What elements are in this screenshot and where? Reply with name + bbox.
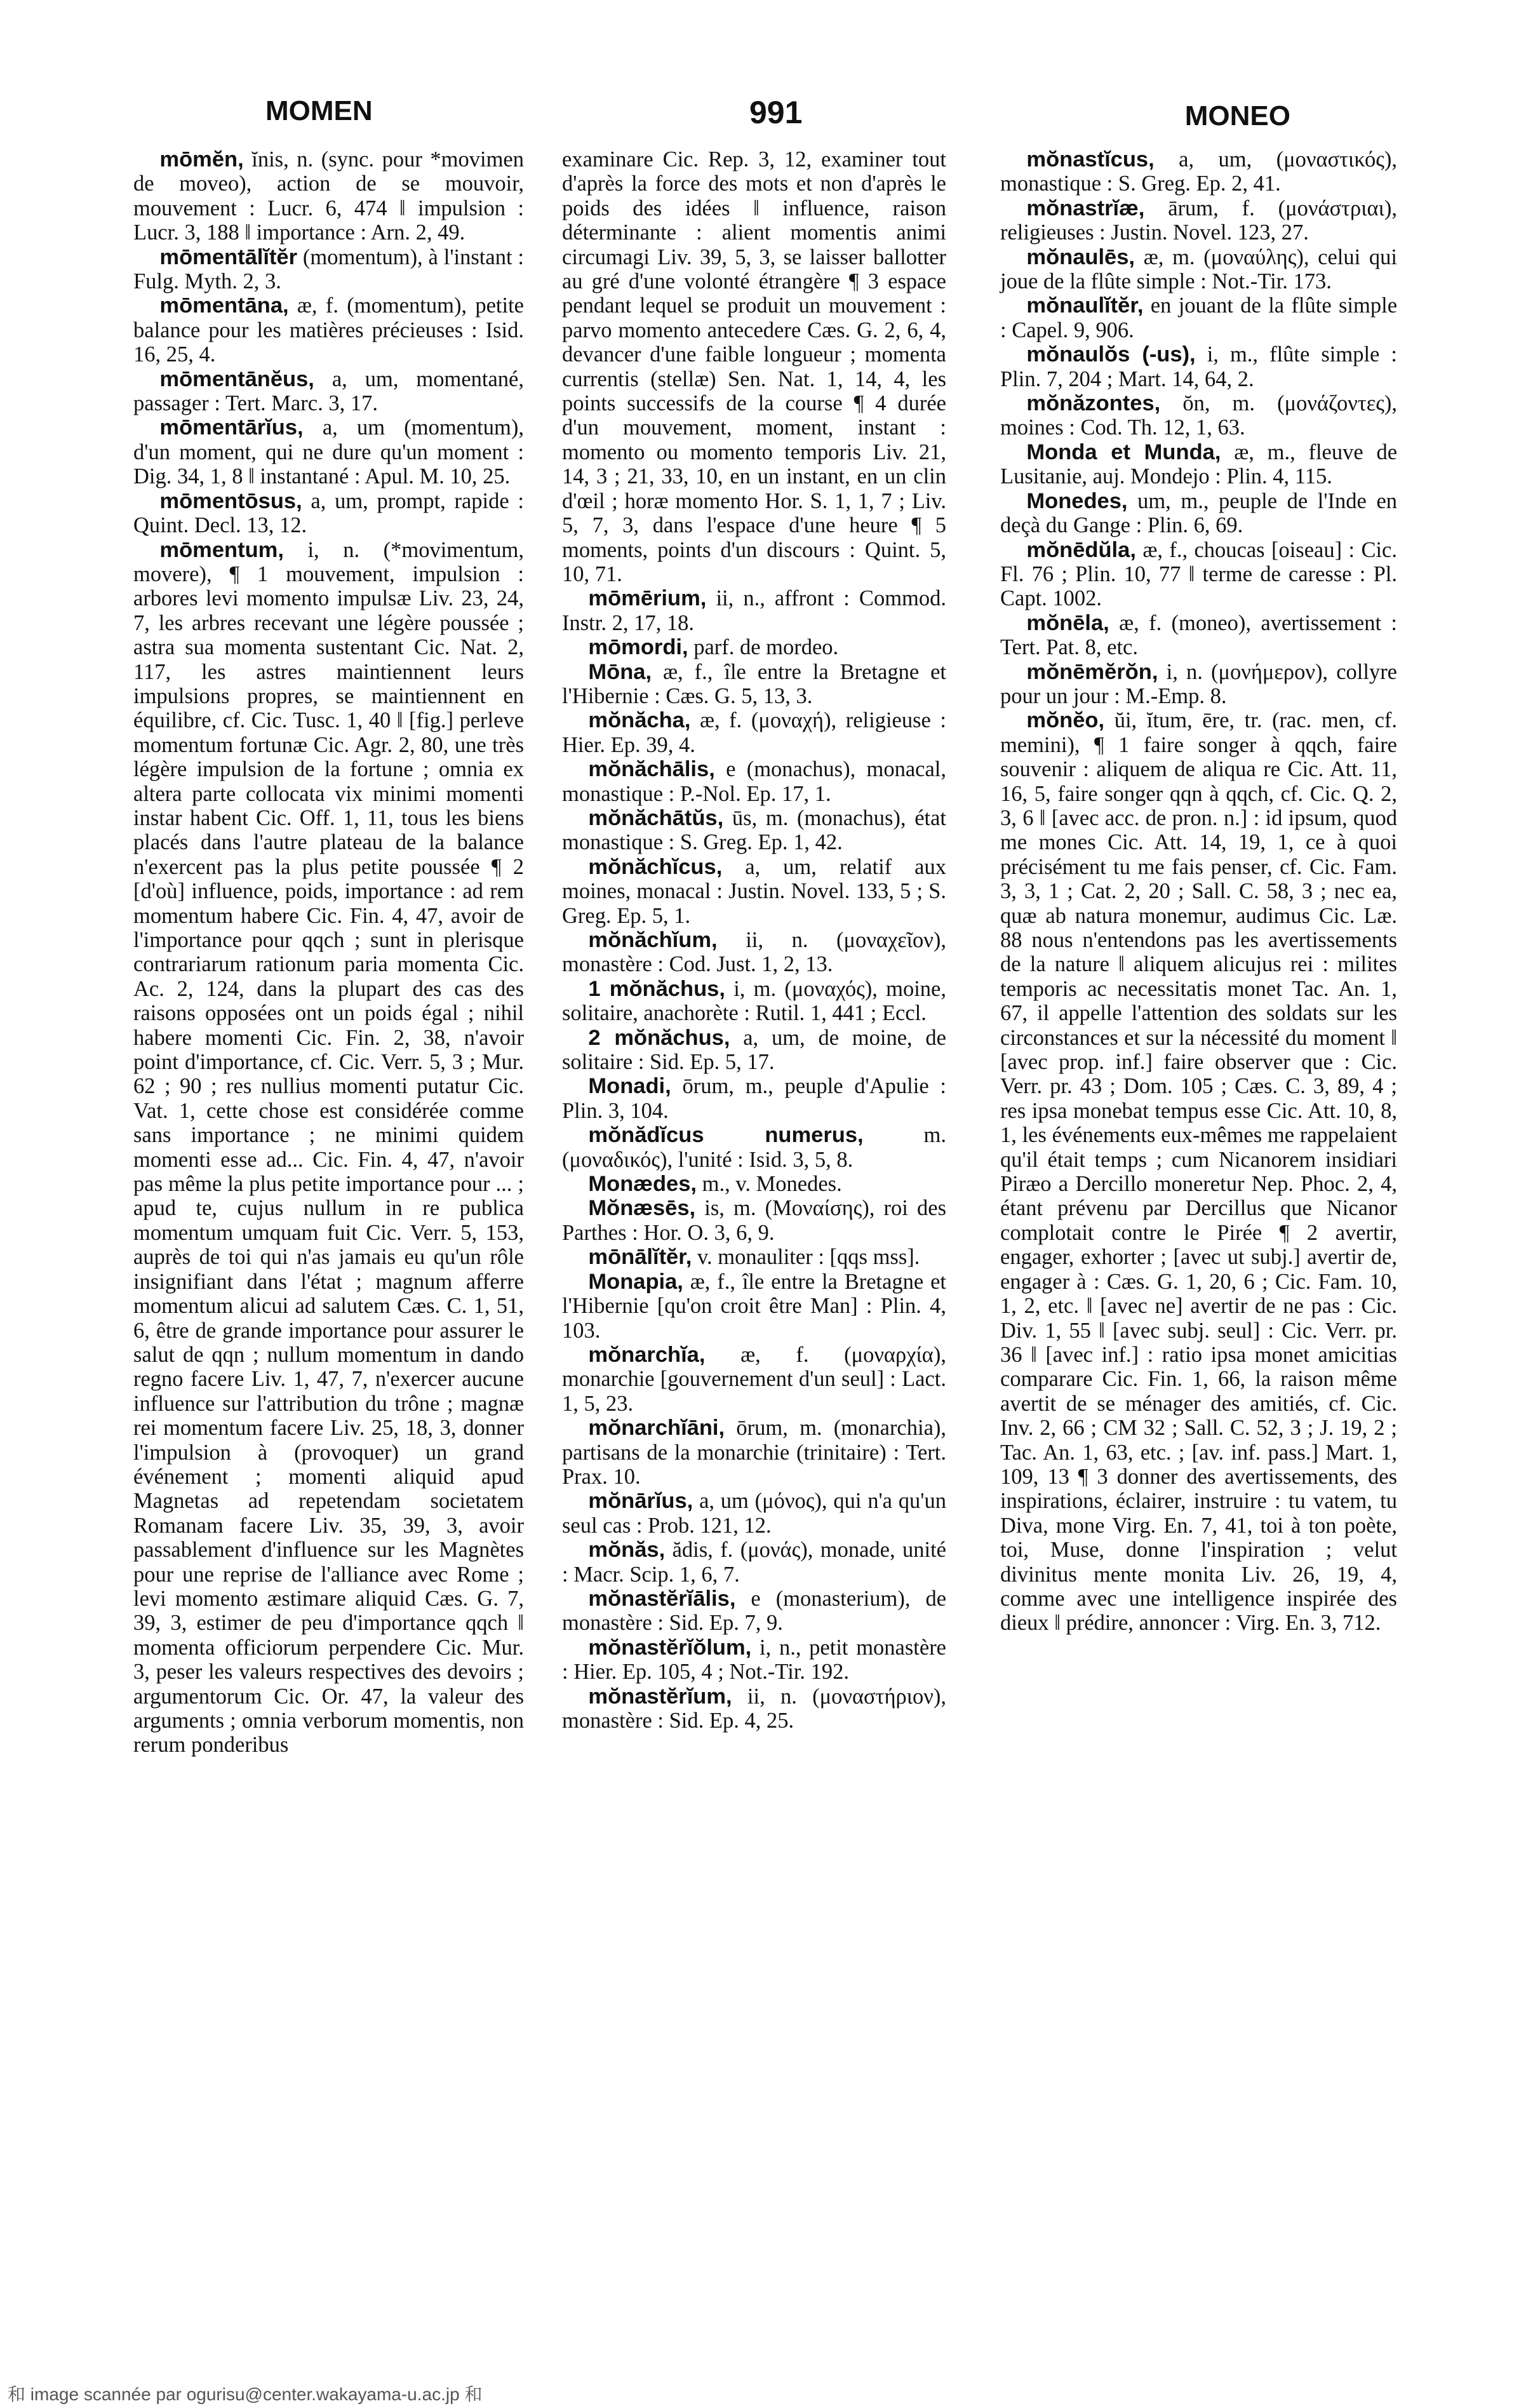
scan-credit: 和 image scannée par ogurisu@center.wakayama-u.ac.jp 和 [8,2384,483,2404]
entry-definition: ĭnis, n. (sync. pour *movimen de moveo), action de se mouvoir, mouvement : Lucr. 6, 474 ‖ impulsion : Lucr. 3, 188 ‖ importance : Arn. 2, 49. [133,147,524,245]
entry-headword: Mōna, [588,659,652,684]
dictionary-entry [562,708,946,757]
dictionary-entry [1000,293,1397,342]
dictionary-entry [133,367,524,416]
entry-definition: i, n., petit monastère : Hier. Ep. 105, 4 ; Not.-Tir. 192. [562,1635,946,1684]
dictionary-entry [562,1636,946,1684]
dictionary-entry [562,1196,946,1245]
dictionary-entry [1000,538,1397,611]
dictionary-entry [133,489,524,538]
entry-headword: mŏnăs, [588,1538,666,1563]
entry-headword: mŏnēdŭla, [1026,537,1136,562]
dictionary-entry [1000,196,1397,245]
entry-definition: æ, f. (momentum), petite balance pour les matières précieuses : Isid. 16, 25, 4. [133,293,524,367]
dictionary-entry [562,855,946,928]
entry-headword: Monda et Munda, [1026,440,1221,464]
entry-definition: ii, n. (μοναχεῖον), monastère : Cod. Just. 1, 2, 13. [562,928,946,977]
entry-headword: Monapia, [588,1269,683,1294]
entry-definition: um, m., peuple de l'Inde en deçà du Gange : Plin. 6, 69. [1000,488,1398,538]
entry-definition: i, m., flûte simple : Plin. 7, 204 ; Mart. 14, 64, 2. [1000,342,1397,391]
column-middle [562,147,946,1733]
entry-headword: mŏnădĭcus numerus, [588,1123,864,1148]
entry-definition: parf. de mordeo. [693,635,839,660]
entry-headword: mōmentānĕus, [159,366,314,391]
entry-definition: æ, f. (μοναχή), religieuse : Hier. Ep. 39, 4. [562,708,946,757]
entry-definition: a, um (momentum), d'un moment, qui ne dure qu'un moment : Dig. 34, 1, 8 ‖ instantané : Apul. M. 10, 25. [133,415,525,489]
dictionary-entry [562,928,946,977]
entry-headword: Mŏnæsēs, [588,1196,696,1221]
entry-headword: mŏnēla, [1026,610,1109,635]
entry-definition: a, um (μόνος), qui n'a qu'un seul cas : Prob. 121, 12. [562,1489,946,1538]
entry-definition: ădis, f. (μονάς), monade, unité : Macr. Scip. 1, 6, 7. [562,1538,946,1587]
entry-definition: examinare Cic. Rep. 3, 12, examiner tout d'après la force des mots et non d'après le poids des idées ‖ influence, raison déterminante : alient momentis animi circumagi Liv. 39, 5, 3, se laisser ballotter au gré d'une volonté étrangère ¶ 3 espace pendant lequel se produit un mouvement : parvo momento antecedere Cæs. G. 2, 6, 4, devancer d'une faible longueur ; momenta currentis (stellæ) Sen. Nat. 1, 14, 4, les points successifs de la course ¶ 4 durée d'un mouvement, moment, instant : momento ou momento temporis Liv. 21, 14, 3 ; 21, 33, 10, en un instant, en un clin d'œil ; horæ momento Hor. S. 1, 1, 7 ; Liv. 5, 7, 3, dans l'espace d'une heure ¶ 5 moments, points d'un discours : Quint. 5, 10, 71. [562,147,946,586]
dictionary-entry [1000,440,1397,489]
entry-headword: mŏnăchālis, [588,757,715,782]
entry-headword: mŏnarchĭa, [588,1342,706,1367]
entry-definition: æ, f., île entre la Bretagne et l'Hibernie [qu'on croit être Man] : Plin. 4, 103. [562,1269,946,1343]
entry-headword: mŏnastĕrĭālis, [588,1586,736,1611]
entry-headword: mōmĕn, [159,147,244,171]
dictionary-entry [562,1538,946,1587]
entry-headword: mōmentum, [159,537,284,562]
entry-definition: a, um, (μοναστικός), monastique : S. Greg. Ep. 2, 41. [1000,147,1397,196]
dictionary-entry [562,1587,946,1636]
entry-definition: a, um, de moine, de solitaire : Sid. Ep. 5, 17. [562,1025,946,1075]
entry-headword: Monedes, [1026,488,1128,513]
entry-definition: i, n. (*movimentum, movere), ¶ 1 mouvement, impulsion : arbores levi momento impulsæ Liv. 23, 24, 7, les arbres recevant une légère poussée ; astra sua momenta sustentant Cic. Nat. 2, 117, les astres maintiennent leurs impulsions propres, se maintiennent en équilibre, cf. Cic. Tusc. 1, 40 ‖ [fig.] perleve momentum fortunæ Cic. Agr. 2, 80, une très légère impulsion de la fortune ; omnia ex altera parte collocata vix minimi momenti instar habent Cic. Off. 1, 11, tous les biens placés dans l'autre plateau de la balance n'exercent pas la plus petite poussée ¶ 2 [d'où] influence, poids, importance : ad rem momentum habere Cic. Fin. 4, 47, avoir de l'importance pour qqch ; sunt in plerisque contrariarum rationum paria momenta Cic. Ac. 2, 124, dans la plupart des cas des raisons opposées ont un poids égal ; nihil habere momenti Cic. Fin. 2, 38, n'avoir point d'importance, cf. Cic. Verr. 5, 3 ; Mur. 62 ; 90 ; res nullius momenti putatur Cic. Vat. 1, cette chose est considérée comme sans importance ; ne minimi quidem momenti esse ad... Cic. Fin. 4, 47, n'avoir pas même la plus petite importance pour ... ; apud te, cujus nullum in re publica momentum umquam fuit Cic. Verr. 5, 153, auprès de toi qui n'as jamais eu qu'un rôle insignifiant dans l'état ; magnum afferre momentum alicui ad salutem Cæs. C. 1, 51, 6, être de grande importance pour assurer le salut de qqn ; nullum momentum in dando regno facere Liv. 1, 47, 7, n'exercer aucune influence sur l'attribution du trône ; magnæ rei momentum facere Liv. 25, 18, 3, donner l'impulsion à (provoquer) un grand événement ; momenti aliquid apud Magnetas ad repetendam societatem Romanam facere Liv. 35, 39, 3, avoir passablement d'influence sur les Magnètes pour une reprise de l'alliance avec Rome ; levi momento æstimare aliquid Cæs. G. 7, 39, 3, estimer de peu d'importance qqch ‖ momenta officiorum perpendere Cic. Mur. 3, peser les valeurs respectives des devoirs ; argumentorum Cic. Or. 47, la valeur des arguments ; omnia verborum momentis, non rerum ponderibus [133,537,524,1757]
dictionary-entry [1000,147,1397,196]
entry-definition: a, um, prompt, rapide : Quint. Decl. 13, 12. [133,488,524,538]
entry-definition: i, n. (μονήμερον), collyre pour un jour : M.-Emp. 8. [1000,659,1397,708]
dictionary-entry [562,1172,946,1196]
entry-definition: m. (μοναδικός), l'unité : Isid. 3, 5, 8. [562,1123,946,1172]
dictionary-entry [1000,708,1397,1635]
entry-headword: mŏnastĕrĭŏlum, [588,1635,752,1660]
dictionary-entry [133,147,524,245]
dictionary-entry [133,293,524,366]
entry-headword: mōnālĭtĕr, [588,1245,692,1270]
dictionary-entry [562,1123,946,1172]
entry-definition: ūs, m. (monachus), état monastique : S. Greg. Ep. 1, 42. [562,805,947,855]
entry-definition: ārum, f. (μονάστριαι), religieuses : Justin. Novel. 123, 27. [1000,196,1397,245]
entry-headword: mŏnăzontes, [1026,391,1161,416]
dictionary-entry [133,245,524,294]
dictionary-entry [1000,611,1397,660]
dictionary-entry [562,147,946,586]
dictionary-entry [562,1074,946,1123]
dictionary-entry [562,660,946,709]
dictionary-entry [562,1245,946,1269]
entry-headword: Monadi, [588,1074,671,1099]
dictionary-entry [562,1270,946,1343]
dictionary-entry [562,806,946,855]
entry-definition: m., v. Monedes. [702,1172,842,1197]
dictionary-entry [1000,660,1397,709]
dictionary-entry [562,635,946,659]
running-head [0,95,1540,140]
entry-headword: Monædes, [588,1172,697,1197]
entry-headword: mōmentāna, [159,293,289,318]
entry-headword: mŏnăchĭcus, [588,854,723,879]
entry-headword: mōmērium, [588,586,707,611]
entry-definition: æ, m. (μοναύλης), celui qui joue de la flûte simple : Not.-Tir. 173. [1000,245,1397,294]
header-right-guideword: MONEO [1184,100,1290,131]
dictionary-entry [562,1684,946,1733]
entry-definition: is, m. (Μοναίσης), roi des Parthes : Hor. O. 3, 6, 9. [562,1196,946,1245]
entry-definition: (momentum), à l'instant : Fulg. Myth. 2, 3. [133,245,525,294]
entry-headword: mŏnăchĭum, [588,928,718,952]
entry-headword: 1 mŏnăchus, [588,976,725,1001]
entry-headword: mŏnĕo, [1026,708,1105,733]
entry-headword: mŏnaulēs, [1026,245,1135,269]
entry-definition: ŏn, m. (μονάζοντες), moines : Cod. Th. 12, 1, 63. [1000,391,1397,440]
entry-definition: æ, f., île entre la Bretagne et l'Hibernie : Cæs. G. 5, 13, 3. [562,659,946,708]
dictionary-entry [562,757,946,806]
page-number: 991 [749,95,803,130]
entry-definition: æ, m., fleuve de Lusitanie, auj. Mondejo : Plin. 4, 115. [1000,440,1398,489]
entry-definition: ii, n., affront : Commod. Instr. 2, 17, 18. [562,586,946,635]
entry-definition: a, um, relatif aux moines, monacal : Justin. Novel. 133, 5 ; S. Greg. Ep. 5, 1. [562,854,946,928]
dictionary-entry [562,1026,946,1075]
entry-definition: i, m. (μοναχός), moine, solitaire, anachorète : Rutil. 1, 441 ; Eccl. [562,976,946,1026]
entry-headword: mŏnaulŏs (-us), [1026,342,1196,367]
entry-definition: e (monachus), monacal, monastique : P.-Nol. Ep. 17, 1. [562,757,946,806]
entry-definition: ōrum, m. (monarchia), partisans de la monarchie (trinitaire) : Tert. Prax. 10. [562,1416,947,1489]
dictionary-entry [562,1416,946,1489]
header-left-guideword: MOMEN [265,95,373,126]
entry-definition: ii, n. (μοναστήριον), monastère : Sid. Ep. 4, 25. [562,1684,947,1733]
entry-headword: mŏnastrĭæ, [1026,196,1145,220]
entry-headword: mŏnēmĕrŏn, [1026,659,1158,684]
entry-headword: mŏnastĕrĭum, [588,1684,732,1709]
dictionary-entry [562,1343,946,1416]
entry-headword: mōmentōsus, [159,488,302,513]
dictionary-entry [562,977,946,1026]
entry-definition: e (monasterium), de monastère : Sid. Ep. 7, 9. [562,1586,947,1636]
dictionary-entry [1000,489,1397,538]
column-right [1000,147,1397,1636]
entry-definition: v. monauliter : [qqs mss]. [697,1245,920,1270]
entry-headword: mŏnaulĭtĕr, [1026,293,1144,318]
column-left [133,147,524,1757]
dictionary-entry [133,415,524,488]
entry-headword: mōmentārĭus, [159,415,304,440]
entry-definition: æ, f. (μοναρχία), monarchie [gouvernement d'un seul] : Lact. 1, 5, 23. [562,1342,946,1416]
dictionary-entry [1000,245,1397,294]
entry-definition: æ, f., choucas [oiseau] : Cic. Fl. 76 ; Plin. 10, 77 ‖ terme de caresse : Pl. Capt. 1002. [1000,537,1397,611]
entry-headword: mŏnăchātŭs, [588,805,724,830]
entry-definition: æ, f. (moneo), avertissement : Tert. Pat. 8, etc. [1000,610,1397,660]
entry-headword: mŏnārĭus, [588,1489,693,1514]
entry-headword: mōmentālĭtĕr [159,245,298,269]
dictionary-entry [1000,391,1397,440]
dictionary-entry [1000,342,1397,391]
dictionary-entry [562,586,946,635]
entry-headword: mŏnarchĭāni, [588,1416,725,1441]
entry-definition: en jouant de la flûte simple : Capel. 9, 906. [1000,293,1398,342]
dictionary-entry [562,1489,946,1538]
entry-definition: ōrum, m., peuple d'Apulie : Plin. 3, 104. [562,1074,946,1123]
dictionary-entry [133,538,524,1757]
entry-definition: a, um, momentané, passager : Tert. Marc. 3, 17. [133,366,524,416]
entry-headword: mōmordi, [588,635,688,660]
entry-headword: mŏnăcha, [588,708,691,733]
entry-definition: ŭi, ĭtum, ēre, tr. (rac. men, cf. memini), ¶ 1 faire songer à qqch, faire souvenir : aliquem de aliqua re Cic. Att. 11, 16, 5, faire songer qqn à qqch, cf. Cic. Q. 2, 3, 6 ‖ [avec acc. de pron. n.] : id ipsum, quod me mones Cic. Att. 14, 19, 1, ce à quoi précisément tu me fais penser, cf. Cic. Fam. 3, 3, 1 ; Cat. 2, 20 ; Sall. C. 58, 3 ; nec ea, quæ ab natura monemur, audimus Cic. Læ. 88 nous n'entendons pas les avertissements de la nature ‖ aliquem alicujus rei : milites temporis ac necessitatis monet Tac. An. 1, 67, il appelle l'attention des soldats sur les circonstances et sur la nécessité du moment ‖ [avec prop. inf.] faire observer que : Cic. Verr. pr. 43 ; Dom. 105 ; Cæs. C. 3, 89, 4 ; res ipsa monebat tempus esse Cic. Att. 10, 8, 1, les événements eux-mêmes me rappelaient qu'il était temps ; cum Nicanorem insidiari Piræo a Dercillo moneretur Nep. Phoc. 2, 4, étant prévenu par Dercillus que Nicanor complotait contre le Pirée ¶ 2 avertir, engager, exhorter ; [avec ut subj.] avertir de, engager à : Cæs. G. 1, 20, 6 ; Cic. Fam. 10, 1, 2, etc. ‖ [avec ne] avertir de ne pas : Cic. Div. 1, 55 ‖ [avec subj. seul] : Cic. Verr. pr. 36 ‖ [avec inf.] : ratio ipsa monet amicitias comparare Cic. Fin. 1, 66, la raison même avertit de se ménager des amitiés, cf. Cic. Inv. 2, 66 ; CM 32 ; Sall. C. 52, 3 ; J. 19, 2 ; Tac. An. 1, 63, etc. ; [av. inf. pass.] Mart. 1, 109, 13 ¶ 3 donner des avertissements, des inspirations, éclairer, instruire : tu vatem, tu Diva, mone Virg. En. 7, 41, toi à ton poète, toi, Muse, donne l'inspiration ; velut divinitus mente monita Liv. 26, 19, 4, comme avec une intelligence inspirée des dieux ‖ prédire, annoncer : Virg. En. 3, 712. [1000,708,1397,1636]
entry-headword: 2 mŏnăchus, [588,1025,730,1050]
entry-headword: mŏnastĭcus, [1026,147,1155,171]
